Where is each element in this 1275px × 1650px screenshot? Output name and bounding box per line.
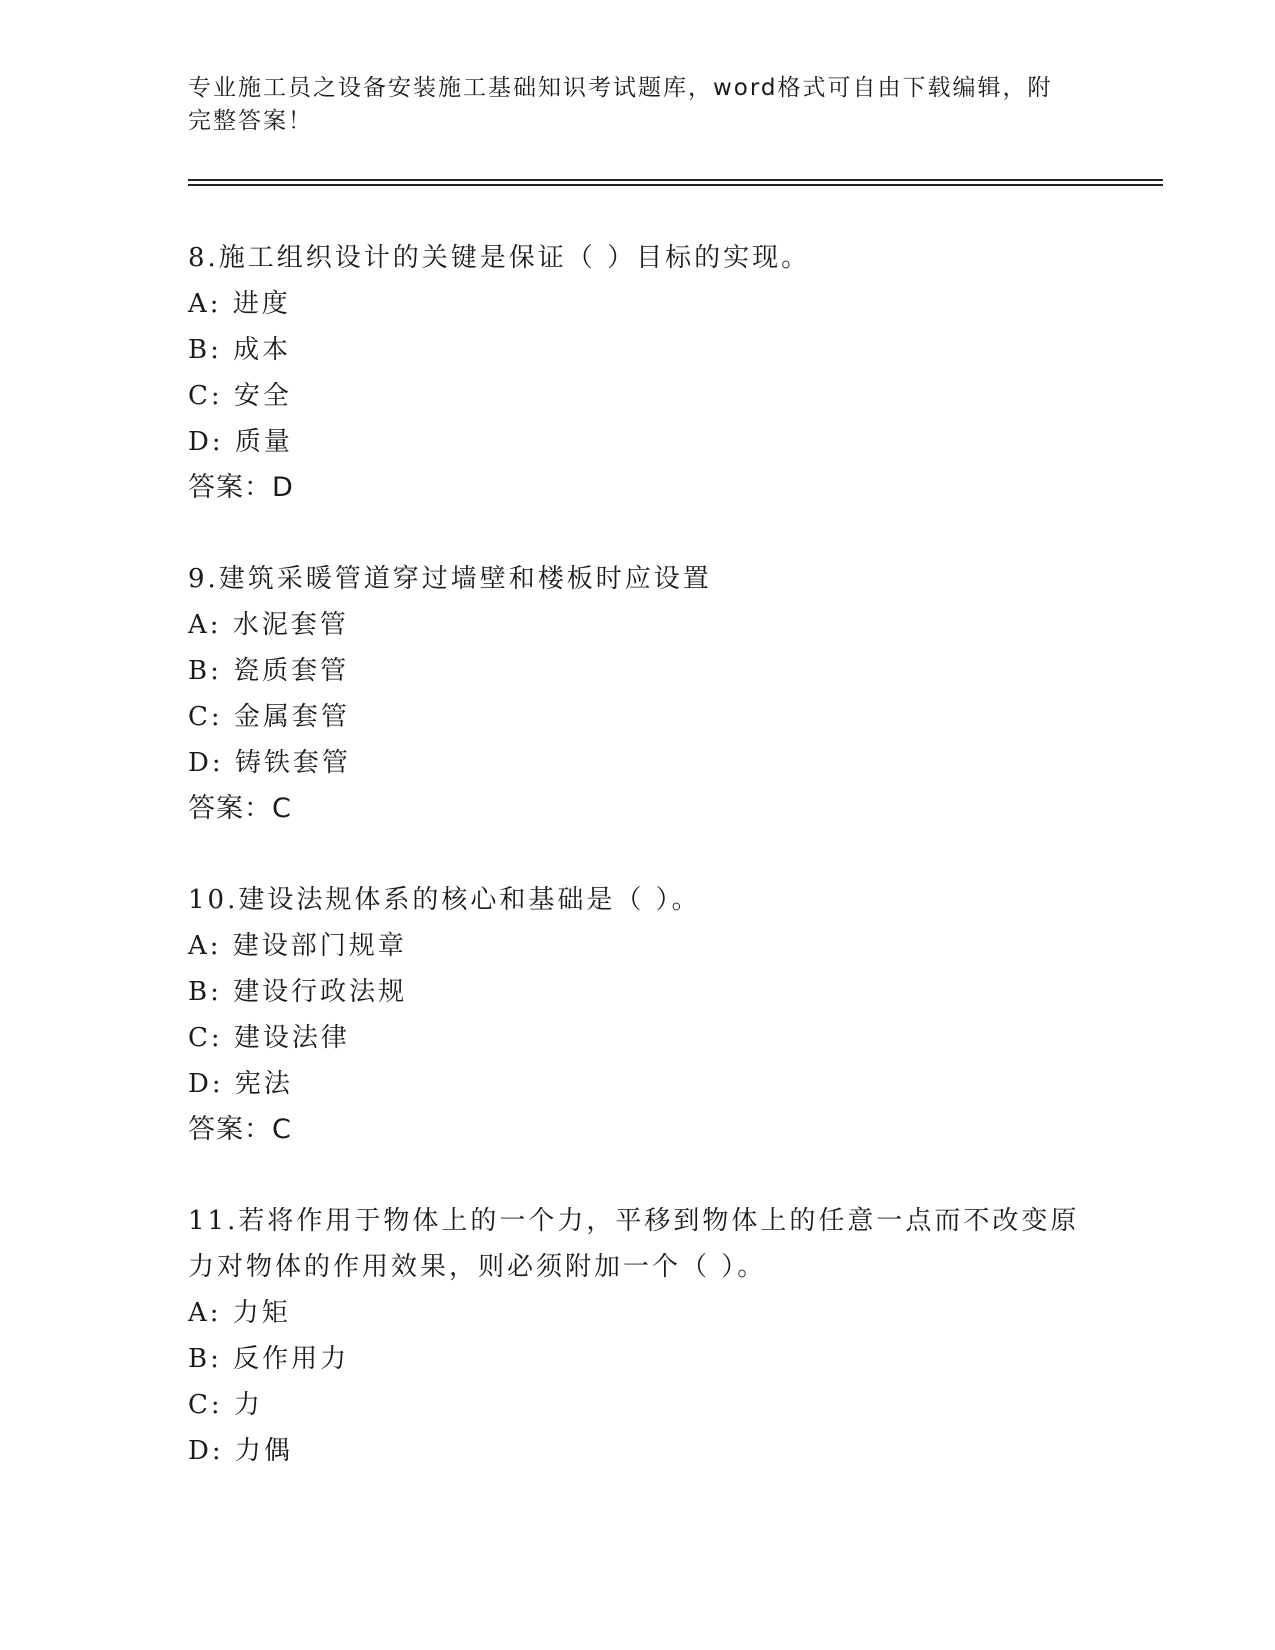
option-b: B: 瓷质套管 — [188, 656, 350, 686]
question-10 — [188, 877, 1088, 1153]
option-c: C: 建设法律 — [188, 1023, 350, 1053]
question-9 — [188, 556, 1088, 832]
option-b: B: 建设行政法规 — [188, 977, 408, 1007]
option-d: D: 宪法 — [188, 1069, 293, 1099]
answer: 答案：C — [188, 1114, 292, 1145]
option-d: D: 质量 — [188, 427, 293, 457]
document-header: 专业施工员之设备安装施工基础知识考试题库，word格式可自由下载编辑，附完整答案！ — [188, 75, 1053, 134]
question-stem: 11.若将作用于物体上的一个力，平移到物体上的任意一点而不改变原力对物体的作用效果，则必须附加一个（ ）。 — [188, 1206, 1080, 1282]
option-c: C: 安全 — [188, 381, 292, 411]
option-a: A: 力矩 — [188, 1298, 291, 1328]
question-11 — [188, 1198, 1088, 1474]
option-a: A: 建设部门规章 — [188, 931, 407, 961]
option-c: C: 金属套管 — [188, 702, 350, 732]
question-stem: 10.建设法规体系的核心和基础是（ ）。 — [188, 885, 701, 915]
question-stem: 8.施工组织设计的关键是保证（ ）目标的实现。 — [188, 243, 811, 273]
option-c: C: 力 — [188, 1390, 263, 1420]
answer: 答案：C — [188, 793, 292, 824]
option-d: D: 力偶 — [188, 1436, 293, 1466]
question-8 — [188, 235, 1088, 511]
option-b: B: 反作用力 — [188, 1344, 350, 1374]
answer: 答案：D — [188, 472, 294, 503]
header-divider-top — [188, 179, 1163, 181]
option-d: D: 铸铁套管 — [188, 748, 351, 778]
option-a: A: 进度 — [188, 289, 291, 319]
header-divider-bottom — [188, 184, 1163, 186]
option-a: A: 水泥套管 — [188, 610, 349, 640]
option-b: B: 成本 — [188, 335, 292, 365]
question-stem: 9.建筑采暖管道穿过墙壁和楼板时应设置 — [188, 564, 712, 594]
